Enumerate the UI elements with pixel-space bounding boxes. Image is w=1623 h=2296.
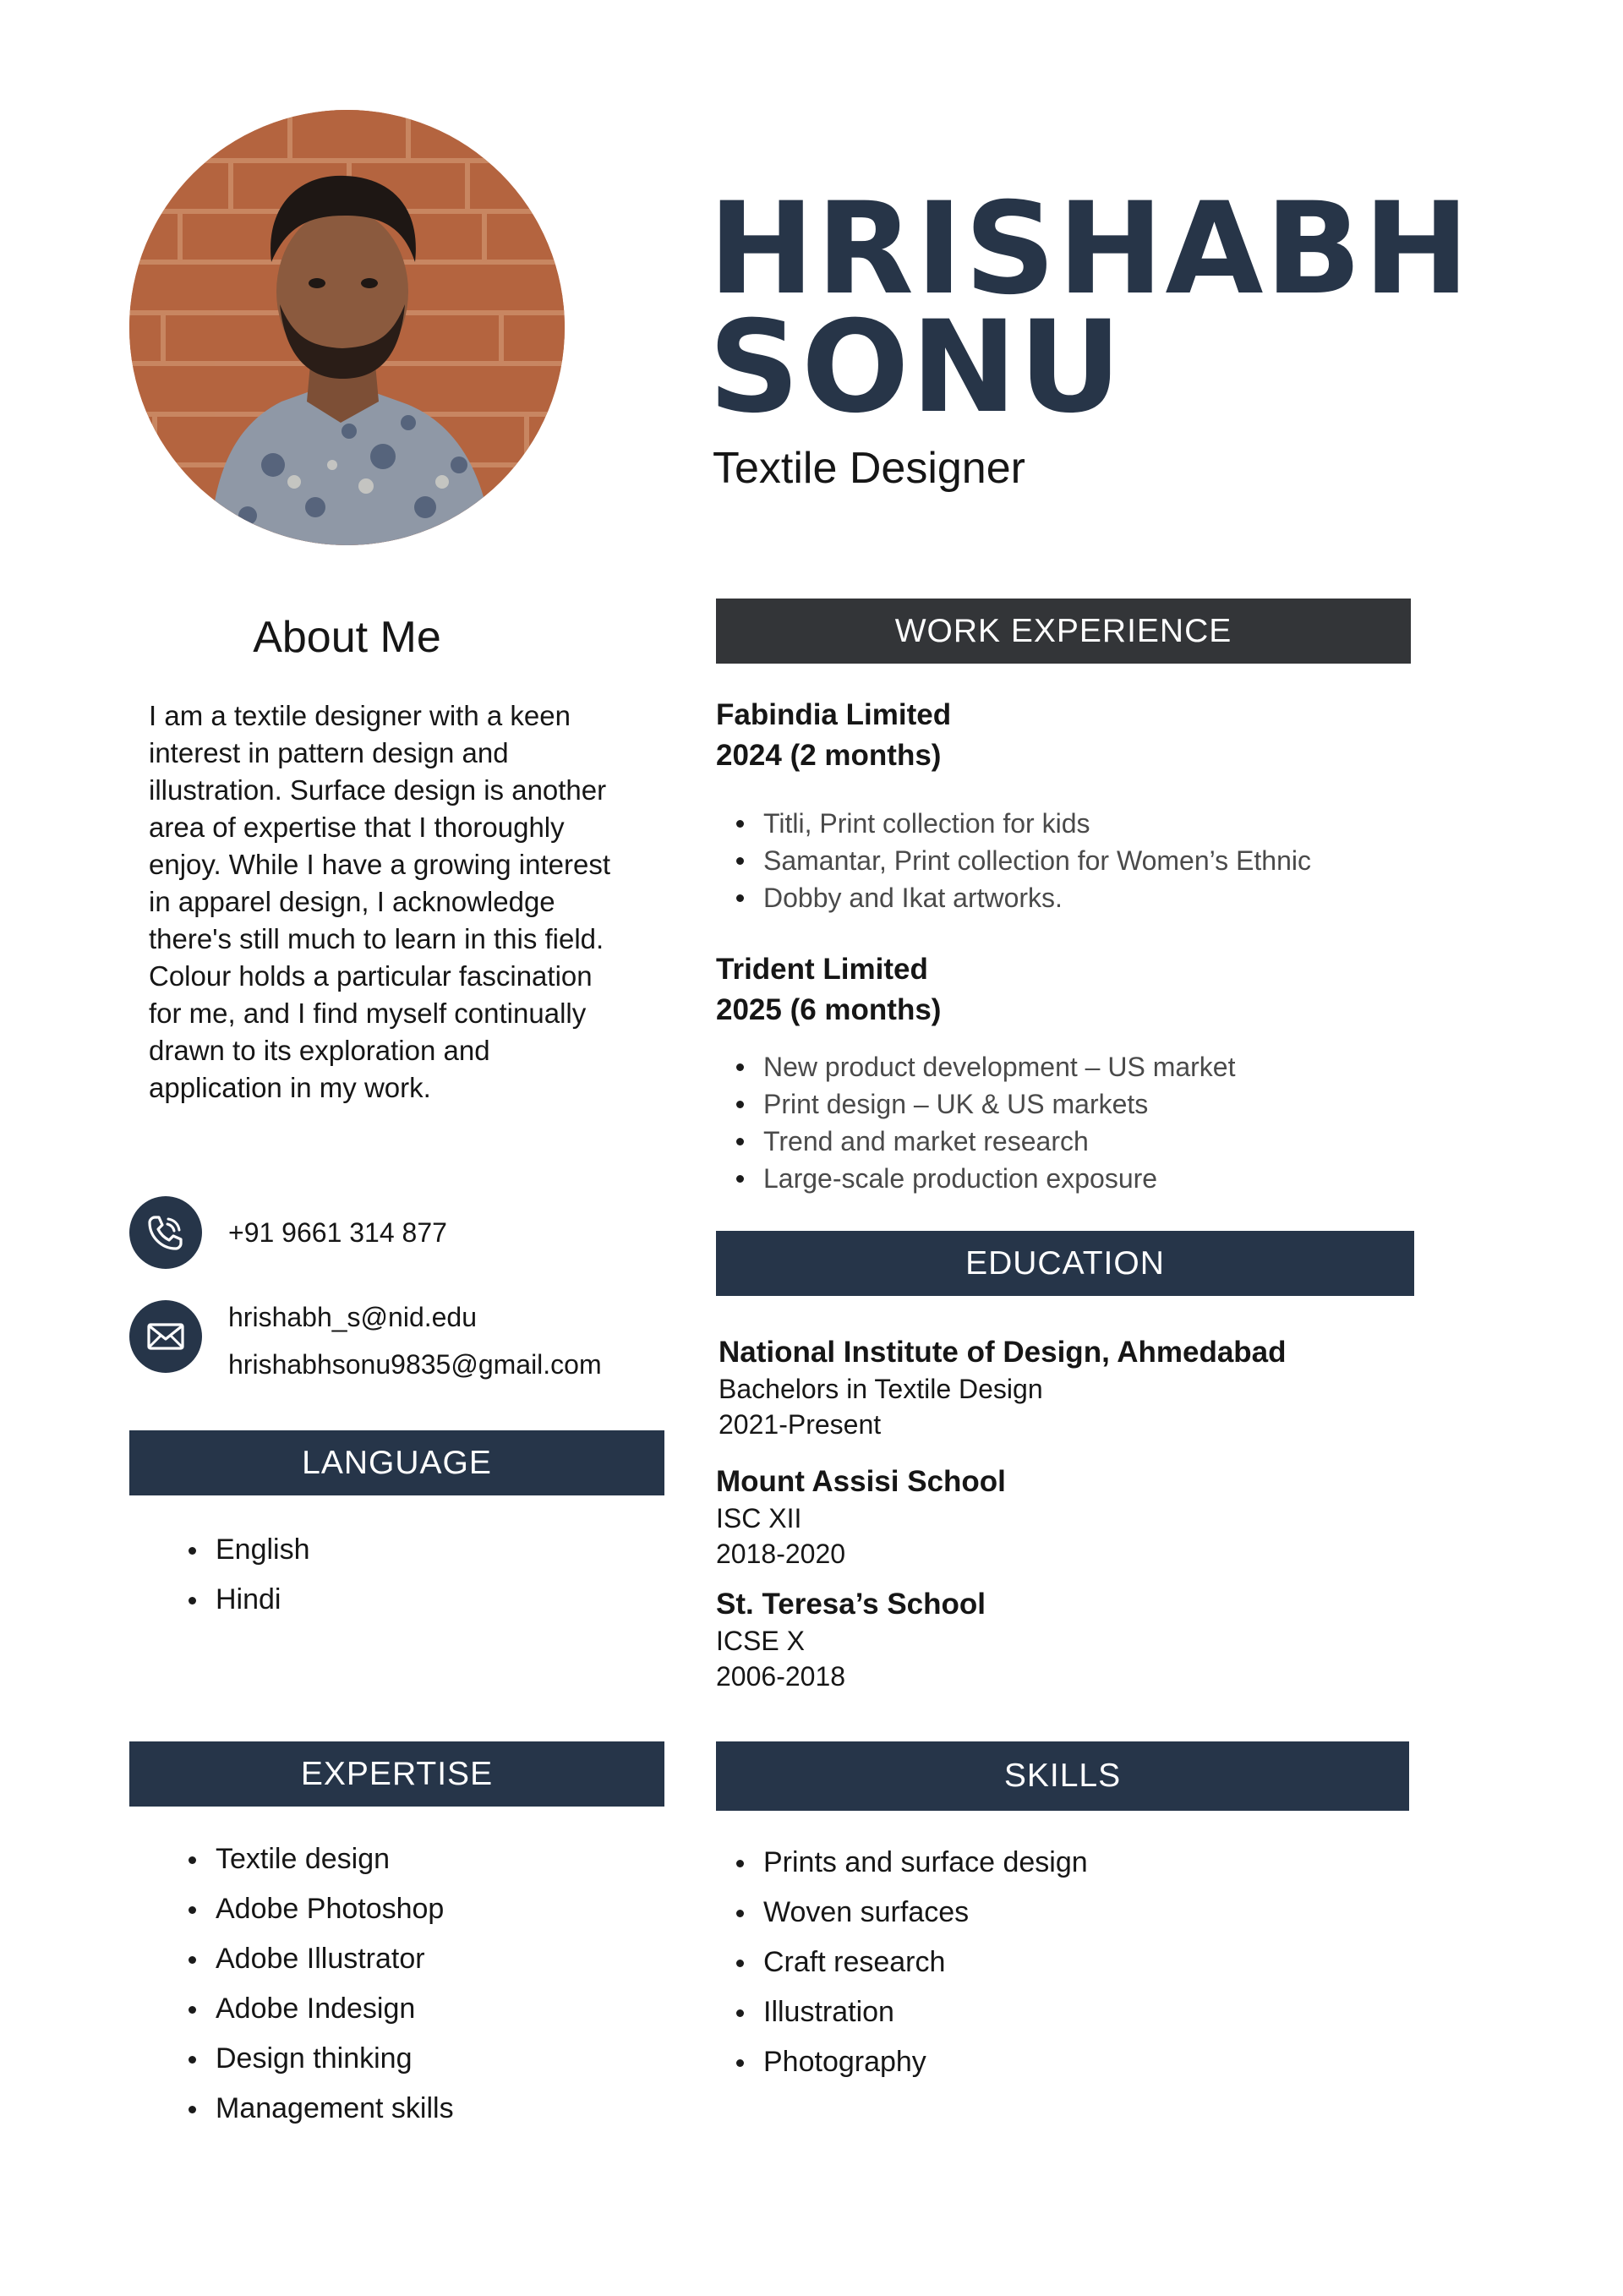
phone-number[interactable]: +91 9661 314 877: [228, 1217, 447, 1248]
edu-school: St. Teresa’s School: [716, 1588, 986, 1621]
phone-icon: [129, 1196, 202, 1269]
language-section-title: LANGUAGE: [129, 1430, 664, 1495]
last-name: SONU: [708, 294, 1123, 441]
edu-school: Mount Assisi School: [716, 1465, 1006, 1498]
skills-list: [730, 1838, 1088, 2087]
about-text: I am a textile designer with a keen interest in pattern design and illustration. Surface design is another area of expertise that I thoroughly enjoy. While I have a growing interest in apparel design, I acknowledge there's still much to learn in this field. Colour holds a particular fascination for me, and I find myself continually drawn to its exploration and application in my work.: [149, 700, 610, 1103]
work-company: Trident Limited: [716, 953, 928, 986]
list-item: Photography: [730, 2037, 1088, 2087]
list-item: Woven surfaces: [730, 1888, 1088, 1938]
work-bullets: [730, 1048, 1235, 1197]
work-bullets: [730, 805, 1311, 916]
list-item: New product development – US market: [730, 1048, 1235, 1085]
email-secondary[interactable]: hrishabhsonu9835@gmail.com: [228, 1349, 602, 1380]
skills-section-title: SKILLS: [716, 1741, 1409, 1811]
edu-school: National Institute of Design, Ahmedabad: [719, 1336, 1287, 1369]
job-title: Textile Designer: [713, 444, 1025, 493]
list-item: Titli, Print collection for kids: [730, 805, 1311, 842]
list-item: Hindi: [182, 1575, 310, 1625]
work-period: 2025 (6 months): [716, 993, 942, 1026]
work-experience-section-title: WORK EXPERIENCE: [716, 599, 1411, 664]
edu-years: 2018-2020: [716, 1539, 846, 1569]
list-item: Adobe Indesign: [182, 1984, 454, 2034]
list-item: Illustration: [730, 1987, 1088, 2037]
language-list: [182, 1525, 310, 1625]
profile-photo: [129, 110, 565, 545]
expertise-list: [182, 1834, 454, 2134]
edu-years: 2006-2018: [716, 1661, 846, 1692]
list-item: Adobe Photoshop: [182, 1884, 454, 1934]
expertise-section-title: EXPERTISE: [129, 1741, 664, 1807]
education-section-title: EDUCATION: [716, 1231, 1414, 1296]
work-period: 2024 (2 months): [716, 739, 942, 772]
list-item: Samantar, Print collection for Women’s Ethnic: [730, 842, 1311, 879]
list-item: Adobe Illustrator: [182, 1934, 454, 1984]
list-item: Design thinking: [182, 2034, 454, 2084]
edu-degree: Bachelors in Textile Design: [719, 1374, 1043, 1404]
work-company: Fabindia Limited: [716, 698, 952, 731]
list-item: Trend and market research: [730, 1123, 1235, 1160]
list-item: Large-scale production exposure: [730, 1160, 1235, 1197]
email-primary[interactable]: hrishabh_s@nid.edu: [228, 1302, 478, 1332]
edu-degree: ISC XII: [716, 1503, 802, 1533]
list-item: Craft research: [730, 1938, 1088, 1987]
first-name: HRISHABH: [708, 176, 1472, 323]
edu-years: 2021-Present: [719, 1409, 882, 1440]
list-item: Textile design: [182, 1834, 454, 1884]
list-item: Management skills: [182, 2084, 454, 2134]
profile-photo-illustration: [129, 110, 565, 545]
list-item: Print design – UK & US markets: [730, 1085, 1235, 1123]
mail-icon: [129, 1300, 202, 1373]
list-item: Dobby and Ikat artworks.: [730, 879, 1311, 916]
about-heading: About Me: [253, 613, 441, 662]
list-item: Prints and surface design: [730, 1838, 1088, 1888]
edu-degree: ICSE X: [716, 1626, 805, 1656]
list-item: English: [182, 1525, 310, 1575]
